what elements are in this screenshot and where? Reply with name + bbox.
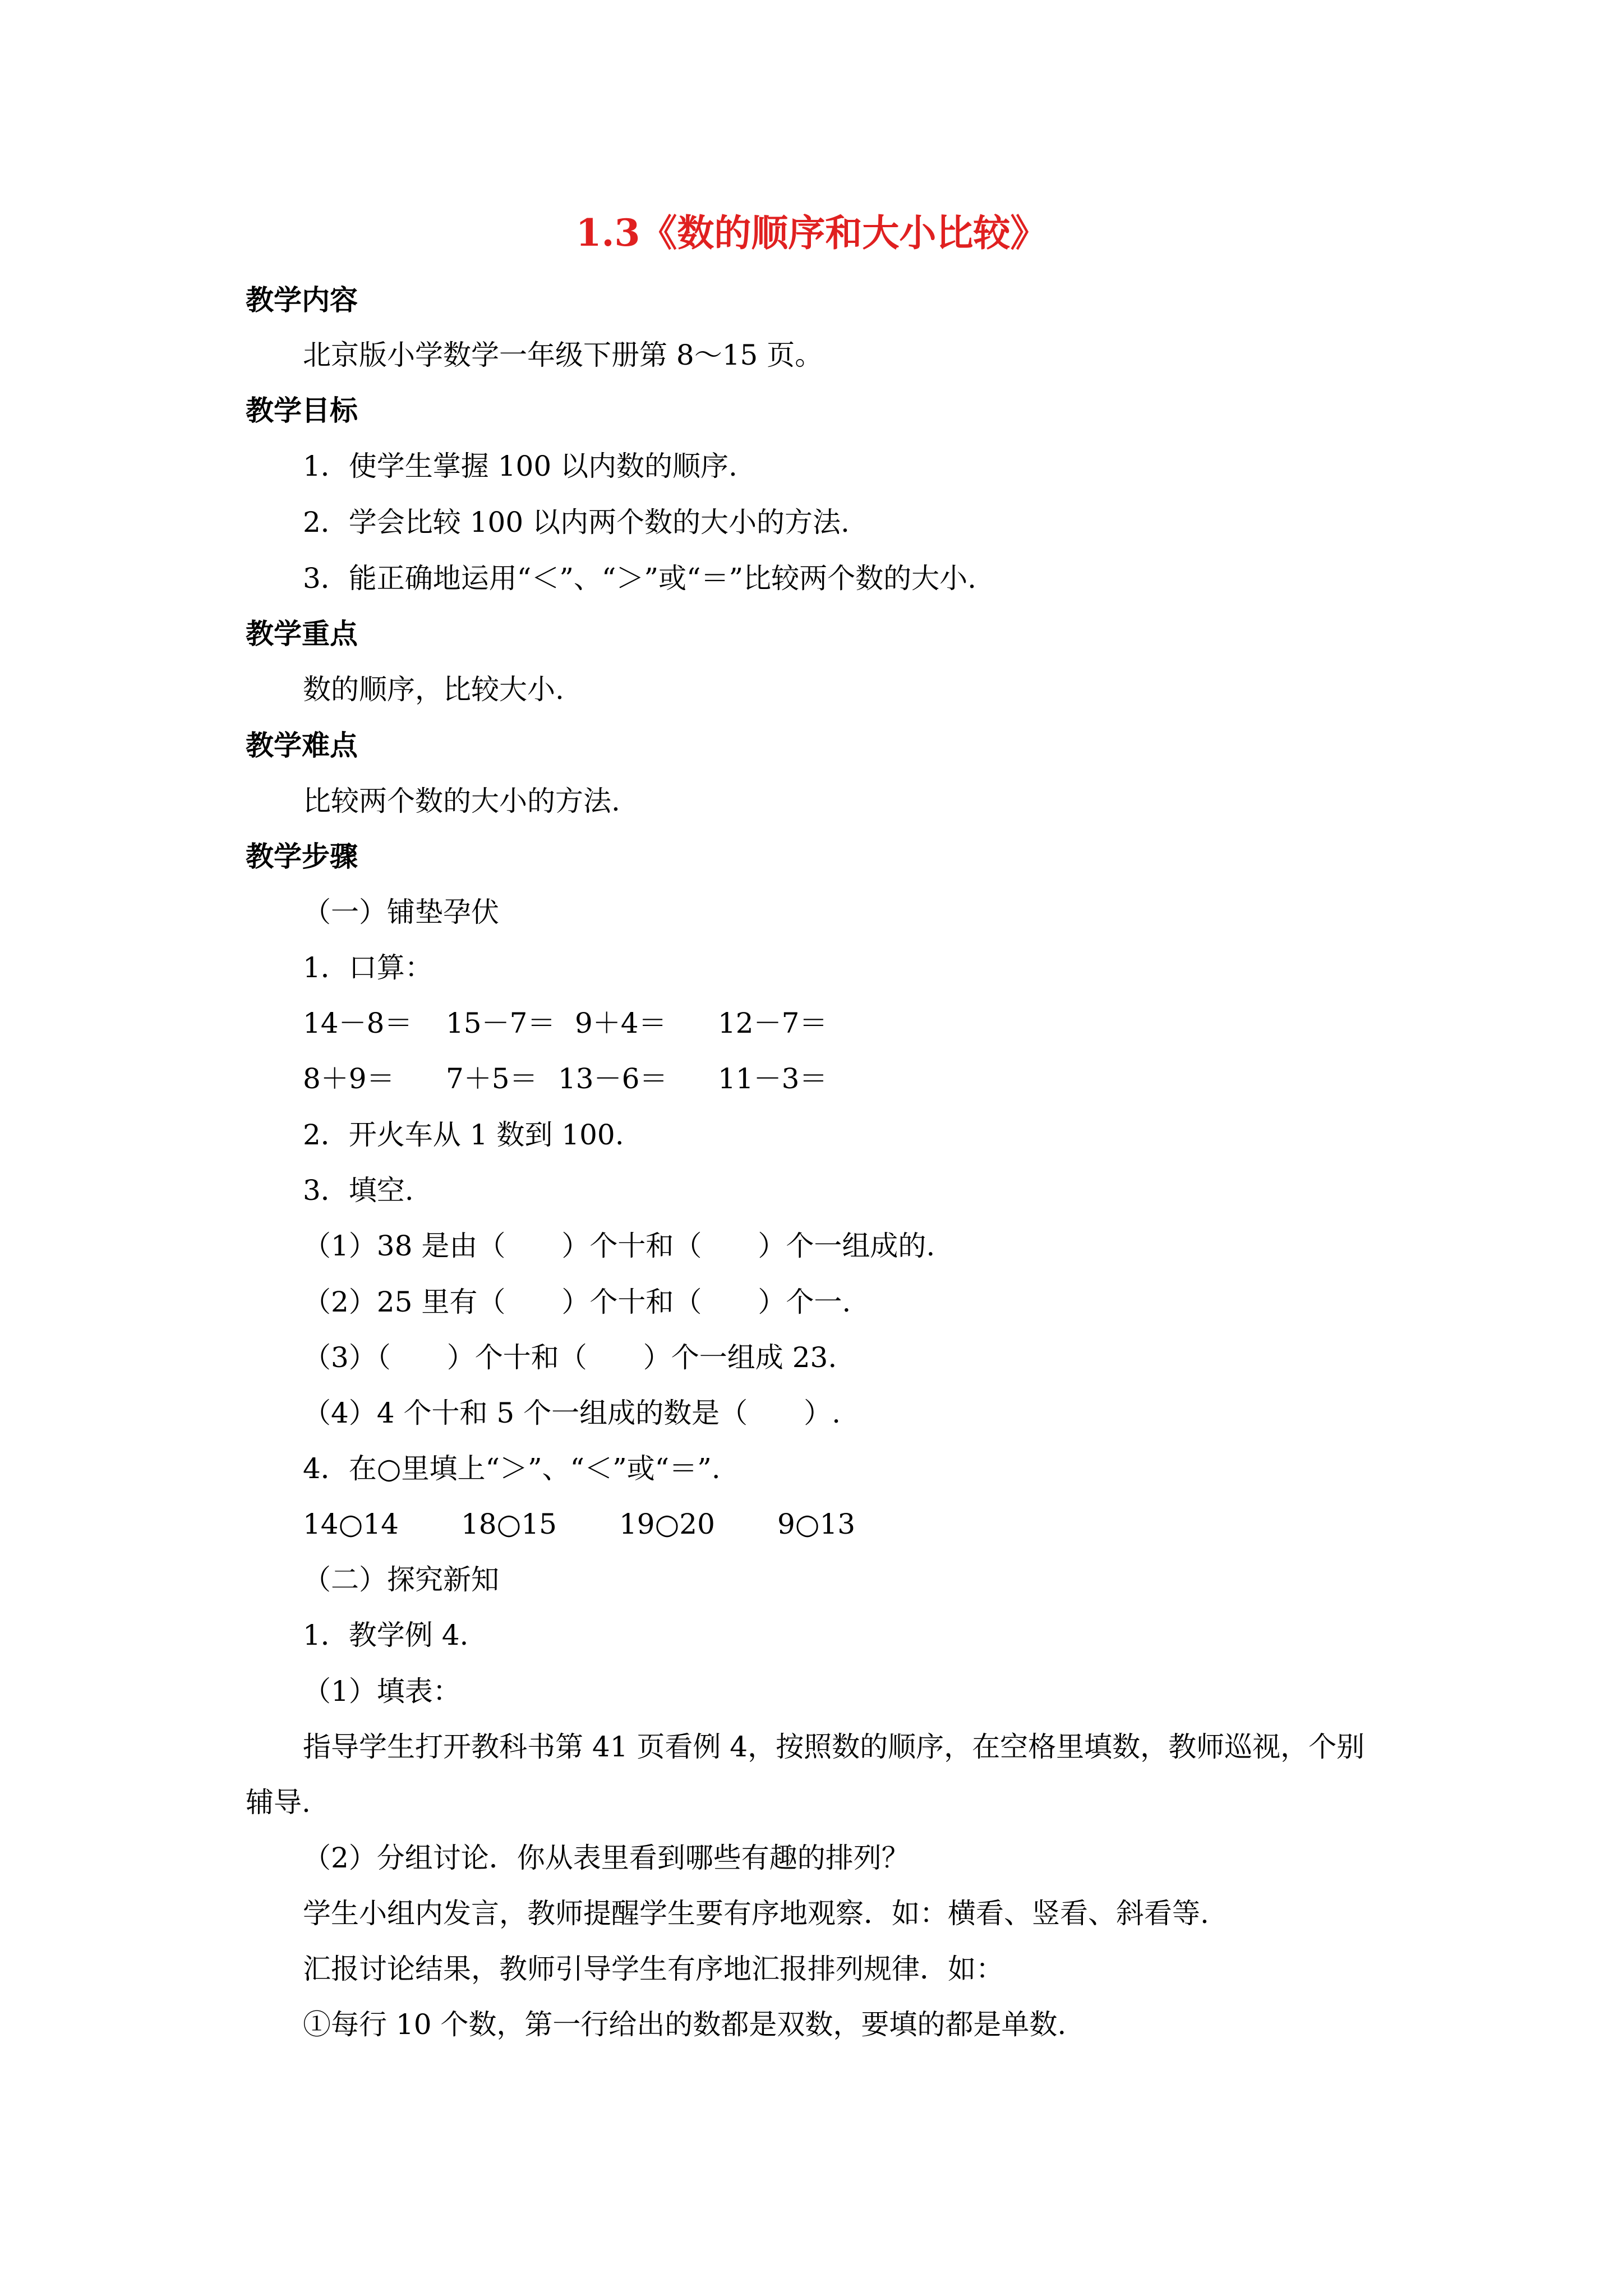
fill-blank-item: （1）38 是由（ ）个十和（ ）个一组成的. — [303, 1230, 935, 1262]
heading-teaching-goals: 教学目标 — [246, 394, 358, 427]
rule-item: ①每行 10 个数，第一行给出的数都是双数，要填的都是单数. — [303, 2008, 1067, 2041]
key-points-text: 数的顺序，比较大小. — [303, 673, 564, 706]
difficulties-text: 比较两个数的大小的方法. — [303, 785, 620, 817]
compare-label: 4．在○里填上“＞”、“＜”或“＝”. — [303, 1452, 721, 1485]
student-speak-text: 学生小组内发言，教师提醒学生要有序地观察．如：横看、竖看、斜看等. — [303, 1897, 1209, 1930]
compare-item: 14○14 — [303, 1508, 399, 1540]
goal-item: 1．使学生掌握 100 以内数的顺序. — [303, 450, 737, 482]
discuss-text: （2）分组讨论．你从表里看到哪些有趣的排列？ — [303, 1842, 910, 1874]
part2-title: （二）探究新知 — [303, 1563, 499, 1596]
oral-calc-item: 8＋9＝ — [303, 1062, 395, 1095]
goal-item: 3．能正确地运用“＜”、“＞”或“＝”比较两个数的大小. — [303, 562, 977, 595]
oral-calc-item: 9＋4＝ — [575, 1007, 667, 1039]
fill-blank-item: （4）4 个十和 5 个一组成的数是（ ）. — [303, 1397, 841, 1429]
guide-paragraph-line2: 辅导. — [246, 1786, 311, 1819]
oral-calc-row — [303, 1059, 976, 1098]
compare-item: 19○20 — [619, 1508, 715, 1540]
oral-calc-item: 7＋5＝ — [446, 1062, 538, 1095]
fill-blank-item: （2）25 里有（ ）个十和（ ）个一. — [303, 1286, 851, 1318]
oral-calc-item: 11－3＝ — [718, 1062, 828, 1095]
fill-blank-label: 3．填空. — [303, 1174, 414, 1207]
report-text: 汇报讨论结果，教师引导学生有序地汇报排列规律．如： — [303, 1953, 1004, 1985]
fill-table-label: （1）填表： — [303, 1675, 461, 1708]
fill-blank-item: （3）（ ）个十和（ ）个一组成 23. — [303, 1341, 837, 1374]
heading-teaching-content: 教学内容 — [246, 283, 358, 316]
oral-calc-item: 14－8＝ — [303, 1007, 413, 1039]
example-label: 1．教学例 4. — [303, 1619, 469, 1651]
oral-calc-item: 15－7＝ — [446, 1007, 556, 1039]
goal-item: 2．学会比较 100 以内两个数的大小的方法. — [303, 506, 850, 539]
compare-row — [303, 1504, 920, 1544]
count-train-text: 2．开火车从 1 数到 100. — [303, 1119, 624, 1151]
page-title: 1.3《数的顺序和大小比较》 — [575, 211, 1048, 255]
part1-title: （一）铺垫孕伏 — [303, 896, 499, 928]
oral-calc-label: 1．口算： — [303, 951, 433, 984]
heading-difficulties: 教学难点 — [246, 729, 358, 762]
compare-item: 18○15 — [461, 1508, 557, 1540]
heading-key-points: 教学重点 — [246, 617, 358, 650]
guide-paragraph-line1: 指导学生打开教科书第 41 页看例 4，按照数的顺序，在空格里填数，教师巡视，个别 — [303, 1731, 1365, 1763]
compare-item: 9○13 — [777, 1508, 856, 1540]
oral-calc-item: 13－6＝ — [558, 1062, 668, 1095]
heading-teaching-steps: 教学步骤 — [246, 840, 358, 873]
teaching-content-text: 北京版小学数学一年级下册第 8～15 页。 — [303, 339, 823, 371]
oral-calc-row — [303, 1004, 976, 1043]
oral-calc-item: 12－7＝ — [718, 1007, 828, 1039]
